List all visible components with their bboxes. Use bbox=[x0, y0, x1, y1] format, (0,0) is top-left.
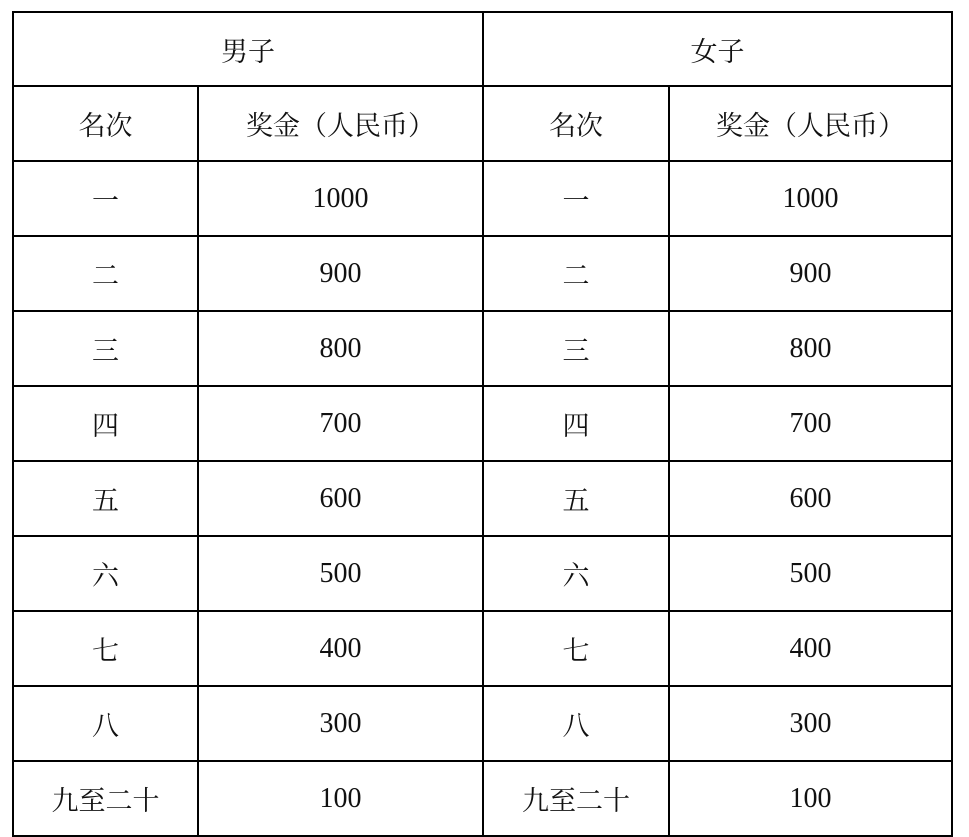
men-prize-cell: 600 bbox=[198, 461, 483, 536]
men-rank-cell: 五 bbox=[13, 461, 198, 536]
women-rank-cell: 九至二十 bbox=[483, 761, 669, 836]
men-prize-cell: 900 bbox=[198, 236, 483, 311]
column-header-row bbox=[13, 86, 952, 161]
men-prize-cell: 500 bbox=[198, 536, 483, 611]
men-prize-cell: 800 bbox=[198, 311, 483, 386]
column-header-women-prize: 奖金（人民币） bbox=[669, 86, 952, 161]
men-rank-cell: 六 bbox=[13, 536, 198, 611]
women-prize-cell: 900 bbox=[669, 236, 952, 311]
men-rank-cell: 八 bbox=[13, 686, 198, 761]
women-prize-cell: 500 bbox=[669, 536, 952, 611]
women-rank-cell: 四 bbox=[483, 386, 669, 461]
women-prize-cell: 300 bbox=[669, 686, 952, 761]
men-rank-cell: 七 bbox=[13, 611, 198, 686]
men-prize-cell: 700 bbox=[198, 386, 483, 461]
table-row bbox=[13, 461, 952, 536]
men-prize-cell: 1000 bbox=[198, 161, 483, 236]
prize-table bbox=[12, 11, 953, 837]
women-prize-cell: 100 bbox=[669, 761, 952, 836]
table-row bbox=[13, 386, 952, 461]
table-row bbox=[13, 686, 952, 761]
women-prize-cell: 400 bbox=[669, 611, 952, 686]
table-row bbox=[13, 161, 952, 236]
women-rank-cell: 八 bbox=[483, 686, 669, 761]
table-row bbox=[13, 311, 952, 386]
men-rank-cell: 九至二十 bbox=[13, 761, 198, 836]
men-prize-cell: 100 bbox=[198, 761, 483, 836]
women-rank-cell: 七 bbox=[483, 611, 669, 686]
men-rank-cell: 一 bbox=[13, 161, 198, 236]
table-row bbox=[13, 611, 952, 686]
column-header-women-rank: 名次 bbox=[483, 86, 669, 161]
women-prize-cell: 700 bbox=[669, 386, 952, 461]
women-rank-cell: 五 bbox=[483, 461, 669, 536]
table-row bbox=[13, 761, 952, 836]
women-rank-cell: 一 bbox=[483, 161, 669, 236]
column-header-men-prize: 奖金（人民币） bbox=[198, 86, 483, 161]
women-prize-cell: 800 bbox=[669, 311, 952, 386]
men-prize-cell: 300 bbox=[198, 686, 483, 761]
men-prize-cell: 400 bbox=[198, 611, 483, 686]
group-header-men: 男子 bbox=[13, 12, 483, 86]
table-row bbox=[13, 236, 952, 311]
group-header-row bbox=[13, 12, 952, 86]
women-rank-cell: 三 bbox=[483, 311, 669, 386]
women-prize-cell: 1000 bbox=[669, 161, 952, 236]
column-header-men-rank: 名次 bbox=[13, 86, 198, 161]
women-prize-cell: 600 bbox=[669, 461, 952, 536]
men-rank-cell: 四 bbox=[13, 386, 198, 461]
group-header-women: 女子 bbox=[483, 12, 952, 86]
table-row bbox=[13, 536, 952, 611]
women-rank-cell: 六 bbox=[483, 536, 669, 611]
men-rank-cell: 二 bbox=[13, 236, 198, 311]
women-rank-cell: 二 bbox=[483, 236, 669, 311]
table-body bbox=[13, 12, 952, 836]
men-rank-cell: 三 bbox=[13, 311, 198, 386]
